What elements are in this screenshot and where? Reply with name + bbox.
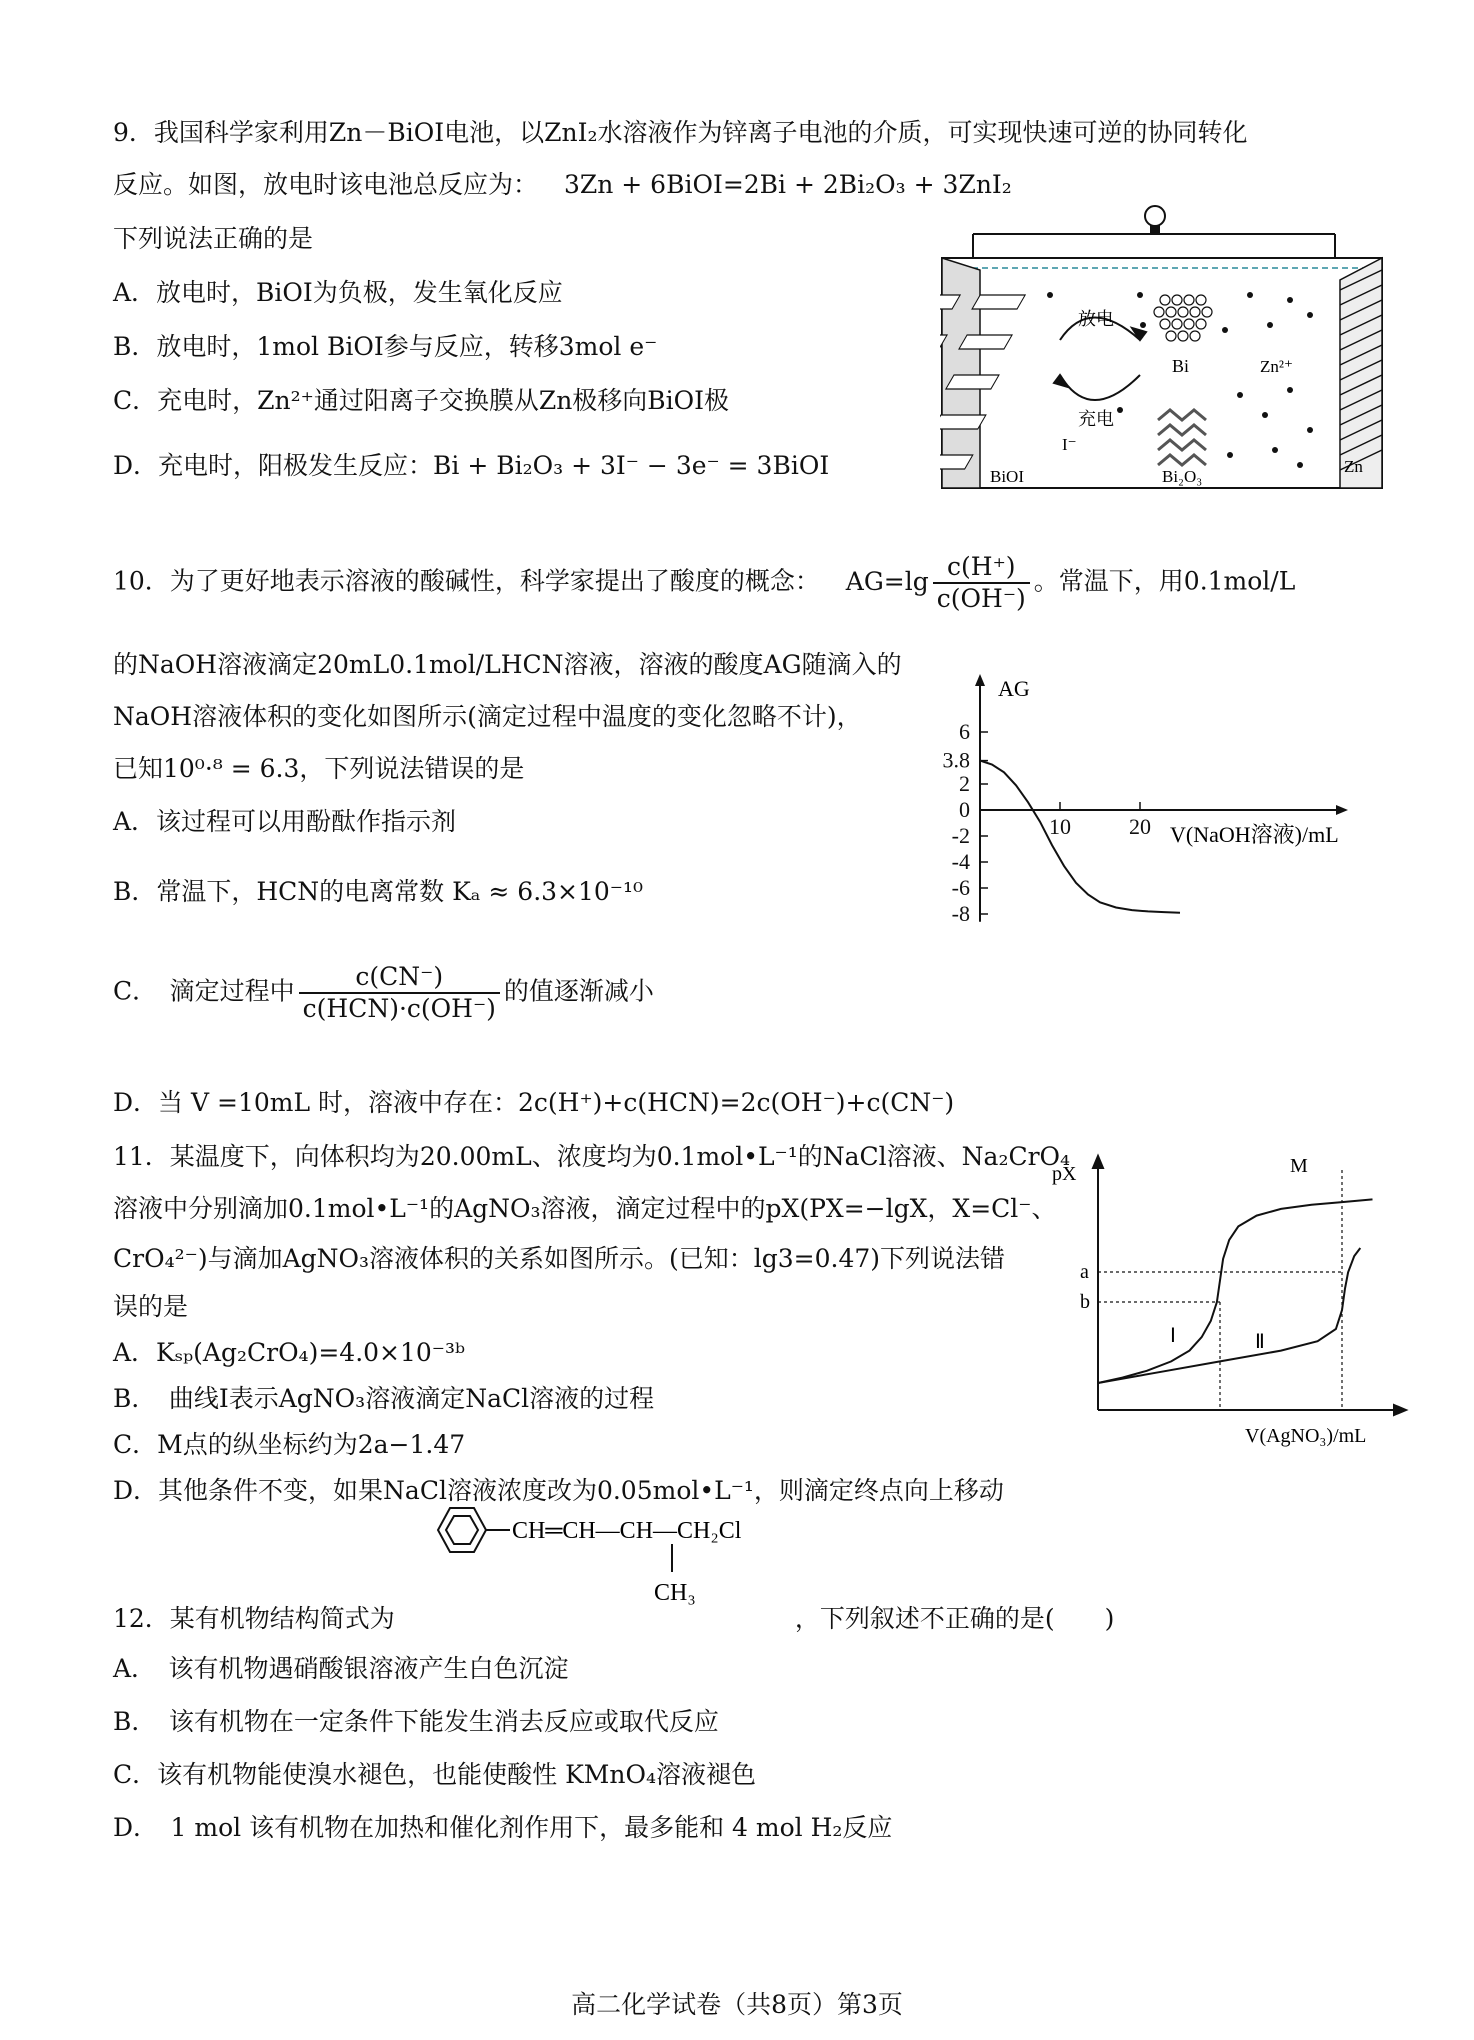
q11-stem-line2: 溶液中分别滴加0.1mol•L⁻¹的AgNO₃溶液，滴定过程中的pX(PX=−lgX，X=Cl⁻、 [113, 1194, 1057, 1223]
label-charge: 充电 [1078, 409, 1114, 430]
ag-y-tick-label: 2 [959, 771, 970, 796]
label-bi2o3: Bi₂O₃ [1162, 467, 1203, 486]
px-curve-2 [1098, 1248, 1360, 1383]
label-bi: Bi [1172, 356, 1190, 376]
ag-y-arrow [975, 674, 985, 686]
q10-stem-prefix: 10．为了更好地表示溶液的酸碱性，科学家提出了酸度的概念： [113, 566, 820, 596]
ag-x-tick-label: 10 [1049, 814, 1071, 839]
q9-reaction: 3Zn + 6BiOI=2Bi + 2Bi₂O₃ + 3ZnI₂ [563, 170, 1012, 199]
ag-fraction [933, 552, 1030, 614]
q10-option-d: D．当 V =10mL 时，溶液中存在：2c(H⁺)+c(HCN)=2c(OH⁻)+c(CN⁻) [113, 1088, 955, 1117]
label-zn: Zn [1344, 457, 1363, 476]
q12-stem-suffix: ，下列叙述不正确的是( ) [794, 1604, 1115, 1633]
bi2o3-particles [1158, 410, 1206, 465]
ag-numerator: c(H⁺) [933, 552, 1030, 584]
ag-chart [920, 670, 1390, 970]
ag-x-arrow [1336, 805, 1348, 815]
q9-option-d: D．充电时，阳极发生反应：Bi + Bi₂O₃ + 3I⁻ − 3e⁻ = 3BiOI [113, 451, 830, 480]
label-bioi: BiOI [990, 467, 1024, 486]
q10-option-c-fraction [299, 962, 500, 1024]
battery-diagram [940, 200, 1385, 490]
ag-y-tick-label: 6 [959, 719, 970, 744]
px-chart [1050, 1150, 1410, 1450]
ag-y-tick-label: 3.8 [942, 747, 970, 773]
ag-y-tick-label: -2 [951, 823, 970, 848]
q11-option-d: D．其他条件不变，如果NaCl溶液浓度改为0.05mol•L⁻¹，则滴定终点向上移动 [113, 1476, 1004, 1505]
bioi-electrode [940, 258, 1025, 488]
q12-option-b: B． 该有机物在一定条件下能发生消去反应或取代反应 [113, 1707, 719, 1736]
ag-x-tick-label: 20 [1129, 814, 1151, 839]
q9-option-a: A．放电时，BiOI为负极，发生氧化反应 [113, 278, 563, 307]
ag-y-tick-label: -8 [951, 901, 970, 926]
q12-stem [113, 1602, 1114, 1636]
q11-stem-line3: CrO₄²⁻)与滴加AgNO₃溶液体积的关系如图所示。(已知：lg3=0.47)下列说法错 [113, 1244, 1006, 1273]
q9-stem-line1: 9．我国科学家利用Zn－BiOI电池，以ZnI₂水溶液作为锌离子电池的介质，可实现快速可逆的协同转化 [113, 118, 1248, 147]
molecule-branch: CH₃ [654, 1580, 696, 1606]
q10-option-c-suffix: 的值逐渐减小 [503, 976, 654, 1006]
molecule-structure [422, 1500, 842, 1610]
zn-electrode [1340, 258, 1382, 488]
px-series-1-label: Ⅰ [1170, 1325, 1176, 1347]
ag-denominator: c(OH⁻) [936, 584, 1026, 613]
ag-lhs: AG=lg [845, 566, 929, 596]
px-axis-label: pX [1052, 1163, 1077, 1185]
q10-option-c-numerator: c(CN⁻) [299, 962, 500, 994]
label-discharge: 放电 [1078, 309, 1114, 330]
label-zn-ion: Zn²⁺ [1260, 357, 1293, 376]
bi-particles [1154, 295, 1212, 341]
q12-stem-prefix: 12．某有机物结构简式为 [113, 1604, 395, 1633]
q10-stem-line2: 的NaOH溶液滴定20mL0.1mol/LHCN溶液，溶液的酸度AG随滴入的 [113, 650, 902, 679]
ag-y-tick-label: 0 [959, 797, 970, 822]
q10-option-c [113, 962, 654, 1024]
ag-x-axis-label: V(NaOH溶液)/mL [1170, 822, 1339, 847]
px-point-m: M [1290, 1155, 1308, 1177]
q10-option-c-denominator: c(HCN)·c(OH⁻) [302, 994, 496, 1023]
q11-option-b: B． 曲线Ⅰ表示AgNO₃溶液滴定NaCl溶液的过程 [113, 1384, 655, 1413]
q9-stem-line3: 下列说法正确的是 [113, 224, 314, 253]
q10-stem-suffix: 。常温下，用0.1mol/L [1033, 566, 1296, 596]
q10-stem-line3: NaOH溶液体积的变化如图所示(滴定过程中温度的变化忽略不计)， [113, 702, 862, 731]
px-x-axis-label: V(AgNO₃)/mL [1245, 1425, 1367, 1447]
q9-stem-prefix: 反应。如图，放电时该电池总反应为： [113, 170, 539, 199]
q12-option-d: D． 1 mol 该有机物在加热和催化剂作用下，最多能和 4 mol H₂反应 [113, 1813, 893, 1842]
label-iodide: I⁻ [1062, 435, 1077, 454]
q9-option-c: C．充电时，Zn²⁺通过阳离子交换膜从Zn极移向BiOI极 [113, 386, 730, 415]
q10-stem-line4: 已知10⁰·⁸ = 6.3，下列说法错误的是 [113, 754, 525, 783]
q10-option-c-prefix: C． 滴定过程中 [113, 976, 295, 1006]
q9-stem-line2 [113, 168, 1012, 202]
px-series-2-label: Ⅱ [1255, 1331, 1265, 1353]
q11-option-c: C．M点的纵坐标约为2a−1.47 [113, 1430, 466, 1459]
q11-option-a: A．Kₛₚ(Ag₂CrO₄)=4.0×10⁻³ᵇ [113, 1338, 466, 1367]
molecule-main-chain: CH═CH—CH—CH₂Cl [512, 1518, 742, 1544]
q9-option-b: B．放电时，1mol BiOI参与反应，转移3mol e⁻ [113, 332, 658, 361]
ag-y-tick-label: -4 [951, 849, 970, 874]
page-footer: 高二化学试卷（共8页）第3页 [571, 1990, 903, 2019]
q12-option-a: A． 该有机物遇硝酸银溶液产生白色沉淀 [113, 1654, 569, 1683]
bulb-icon [973, 206, 1335, 258]
px-tick-b: b [1080, 1291, 1090, 1313]
benzene-ring-icon [438, 1508, 486, 1552]
px-tick-a: a [1080, 1261, 1089, 1283]
ag-axis-label: AG [998, 676, 1030, 701]
px-curve-1 [1098, 1199, 1373, 1383]
q12-option-c: C．该有机物能使溴水褪色，也能使酸性 KMnO₄溶液褪色 [113, 1760, 756, 1789]
q11-stem-line1: 11．某温度下，向体积均为20.00mL、浓度均为0.1mol•L⁻¹的NaCl溶液、Na₂CrO₄ [113, 1142, 1071, 1171]
q10-option-a: A．该过程可以用酚酞作指示剂 [113, 807, 457, 836]
ag-y-tick-label: -6 [951, 875, 970, 900]
q11-stem-line4: 误的是 [113, 1292, 189, 1321]
q10-stem-line1 [113, 552, 1295, 614]
q10-option-b: B．常温下，HCN的电离常数 Kₐ ≈ 6.3×10⁻¹⁰ [113, 877, 644, 906]
